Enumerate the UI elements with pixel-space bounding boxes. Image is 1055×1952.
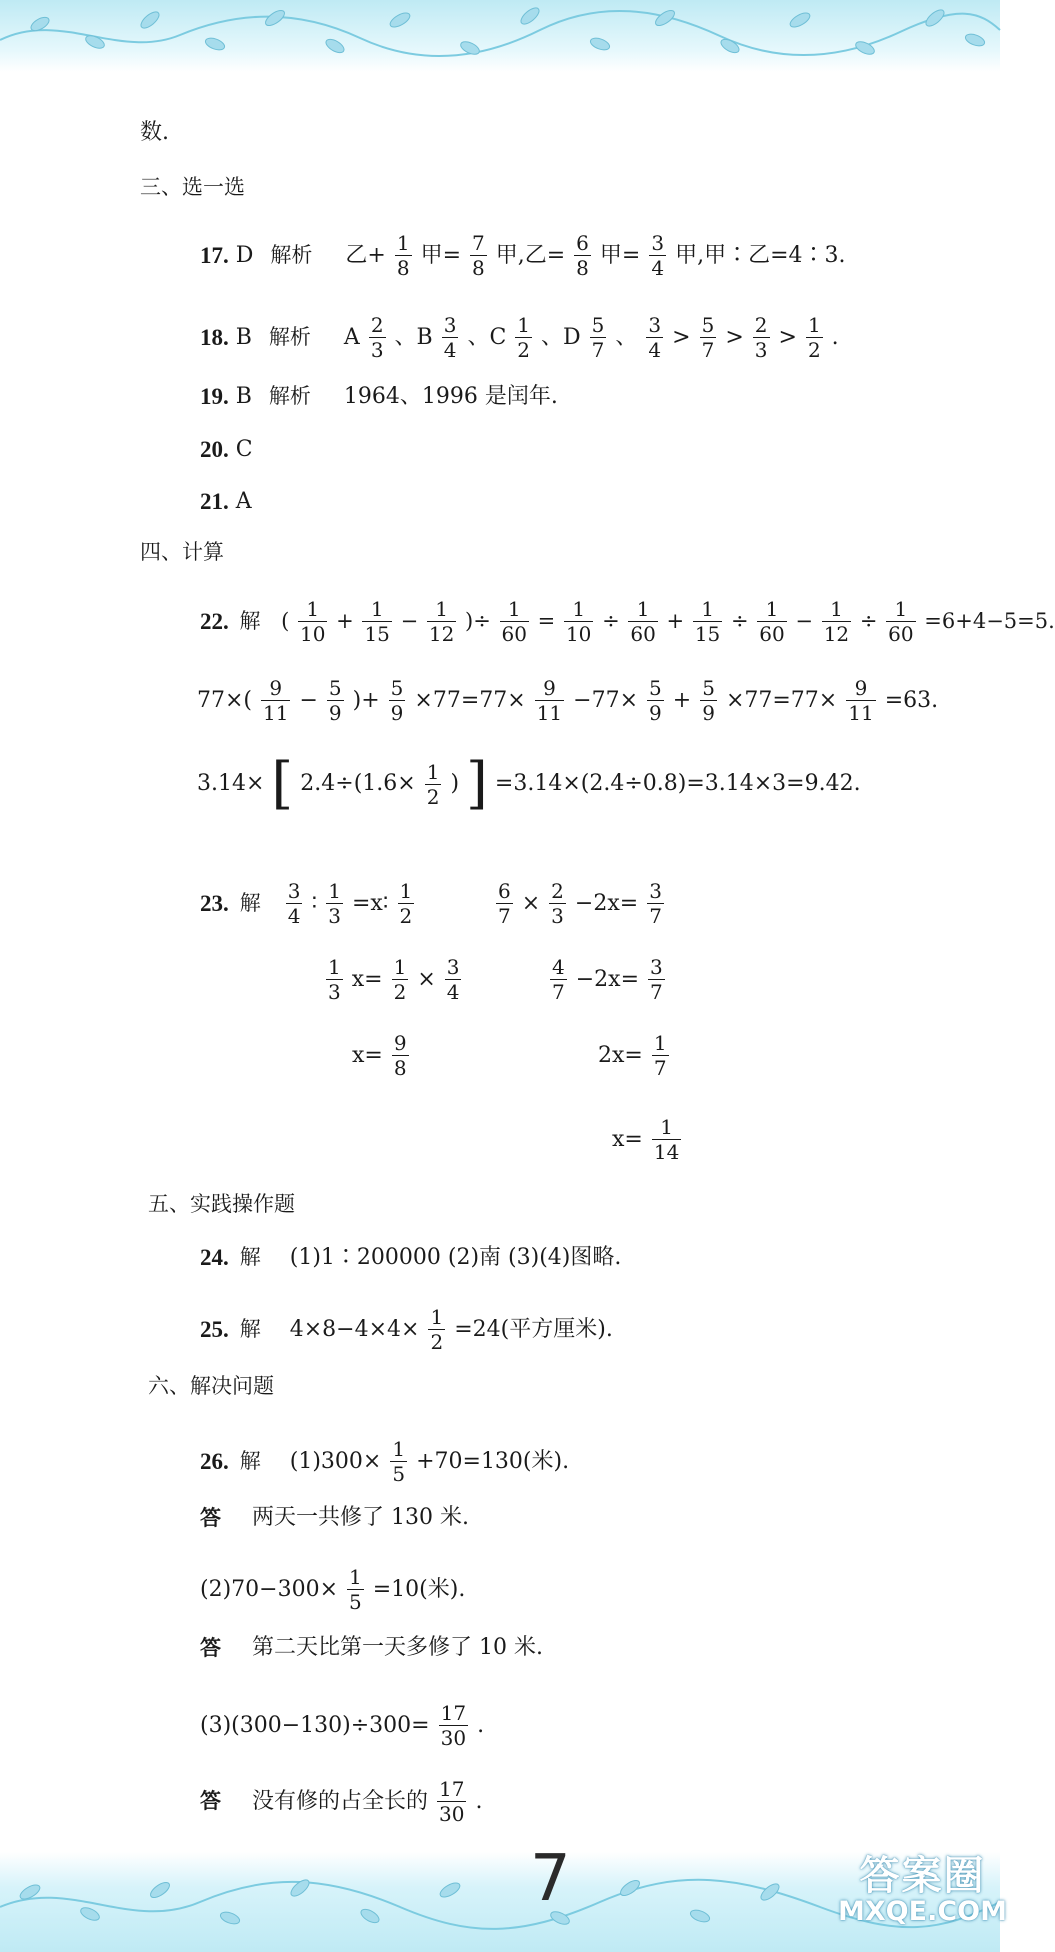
fraction: $\frac{5}{9}$ — [702, 676, 715, 725]
continuation-line: 数. — [140, 120, 169, 145]
expr-text: 甲= — [420, 242, 461, 268]
expr-text: − — [795, 609, 814, 633]
fraction: $\frac{9}{8}$ — [393, 1031, 407, 1080]
left-bracket: [ — [271, 751, 294, 816]
fraction: $\frac{2}{3}$ — [551, 879, 564, 928]
expr-text: 3.14× — [197, 771, 265, 796]
answer-choice: C — [235, 436, 253, 462]
question-26-answer-2 — [200, 1637, 543, 1659]
fraction: $\frac{1}{8}$ — [396, 231, 410, 280]
question-number: 17. — [200, 243, 229, 268]
expr-text: > — [672, 324, 691, 350]
analysis-text: 1964、1996 是闰年. — [343, 383, 558, 409]
solution-label: 解 — [239, 609, 261, 633]
answer-choice: A — [235, 488, 252, 514]
answer-text: (1)1∶200000 (2)南 (3)(4)图略. — [289, 1244, 622, 1270]
question-26 — [200, 1438, 569, 1485]
expr-text: (2)70−300× — [200, 1576, 339, 1602]
expr-text: =63. — [884, 687, 939, 713]
answer-choice: B — [235, 324, 252, 350]
question-26-part-2 — [200, 1566, 465, 1613]
expr-text: 、B — [394, 324, 433, 350]
fraction: $\frac{1}{2}$ — [430, 1305, 444, 1354]
question-number: 21. — [200, 489, 229, 514]
question-number: 25. — [200, 1317, 229, 1342]
fraction: $\frac{3}{7}$ — [650, 955, 663, 1004]
fraction: $\frac{6}{7}$ — [498, 879, 511, 928]
expr-text: (3)(300−130)÷300= — [200, 1712, 430, 1738]
expr-text: 、 — [615, 324, 638, 350]
question-23-row-4-right — [612, 1116, 683, 1163]
expr-text: =10(米). — [372, 1576, 466, 1602]
fraction: $\frac{1}{3}$ — [328, 879, 341, 928]
analysis-label: 解析 — [268, 384, 311, 408]
question-23-row-2-left — [324, 956, 463, 1003]
expr-text: )÷ — [465, 609, 491, 633]
fraction: $\frac{2}{3}$ — [754, 313, 768, 362]
expr-text: + — [336, 609, 354, 633]
fraction: $\frac{1}{3}$ — [328, 955, 341, 1004]
question-19 — [200, 385, 558, 408]
fraction: $\frac{5}{9}$ — [328, 676, 342, 725]
expr-text: 2.4÷(1.6× — [300, 771, 416, 796]
expr-text: ×77=77× — [414, 687, 526, 713]
question-22-part-2 — [197, 677, 938, 724]
expr-text: A — [343, 324, 360, 350]
fraction: $\frac{3}{4}$ — [287, 879, 301, 928]
expr-text: 甲,甲∶乙=4∶3. — [675, 242, 846, 268]
fraction: $\frac{1}{60}$ — [501, 597, 527, 646]
question-number: 19. — [200, 384, 229, 409]
expr-text: x= — [352, 1042, 383, 1068]
fraction: $\frac{1}{2}$ — [426, 759, 440, 809]
expr-text: −2x= — [574, 890, 639, 916]
fraction: $\frac{1}{2}$ — [517, 313, 531, 362]
question-23-row-1-left — [200, 880, 416, 927]
fraction: $\frac{1}{7}$ — [653, 1031, 667, 1080]
question-23-row-2-right — [548, 956, 667, 1003]
question-23-row-3-left — [352, 1032, 411, 1079]
expr-text: 甲= — [599, 242, 641, 268]
expr-text: = — [537, 609, 556, 633]
expr-text: −77× — [573, 687, 639, 713]
expr-text: × — [521, 890, 541, 916]
expr-text: > — [725, 324, 744, 350]
watermark-logo — [838, 1853, 1007, 1927]
fraction: $\frac{7}{8}$ — [472, 231, 485, 280]
fraction: $\frac{3}{4}$ — [443, 313, 457, 362]
answer-label: 答 — [200, 1505, 221, 1530]
analysis-label: 解析 — [268, 325, 311, 349]
expr-text: =6+4−5=5. — [924, 609, 1055, 633]
fraction: $\frac{1}{2}$ — [807, 313, 821, 362]
fraction: $\frac{5}{7}$ — [591, 313, 605, 362]
expr-text: 、D — [541, 324, 581, 350]
fraction: $\frac{1}{5}$ — [349, 1565, 362, 1614]
fraction: $\frac{5}{9}$ — [390, 676, 404, 725]
fraction: $\frac{1}{15}$ — [364, 597, 390, 646]
fraction: $\frac{1}{60}$ — [630, 597, 656, 646]
question-26-part-3 — [200, 1702, 484, 1749]
expr-text: 77×( — [197, 687, 253, 713]
section-heading-3: 三、选一选 — [140, 175, 245, 199]
right-bracket: ] — [466, 751, 488, 816]
expr-text: =3.14×(2.4÷0.8)=3.14×3=9.42. — [494, 771, 861, 796]
watermark-top-text: 答案圈 — [859, 1853, 986, 1899]
question-number: 26. — [200, 1449, 229, 1474]
expr-text: 4×8−4×4× — [289, 1316, 420, 1342]
answer-text: 两天一共修了 130 米. — [252, 1505, 469, 1530]
fraction: $\frac{5}{7}$ — [701, 313, 715, 362]
analysis-label: 解析 — [270, 243, 313, 267]
expr-text: +70=130(米). — [416, 1448, 570, 1474]
question-23-row-1-right — [494, 880, 666, 927]
expr-text: x= — [612, 1126, 643, 1152]
top-decorative-border — [0, 0, 1000, 72]
expr-text: =x∶ — [351, 890, 389, 916]
section-heading-6: 六、解决问题 — [148, 1374, 274, 1398]
question-number: 23. — [200, 891, 229, 916]
fraction: $\frac{9}{11}$ — [848, 676, 874, 725]
expr-text: . — [831, 324, 839, 350]
answer-text: 没有修的占全长的 — [252, 1788, 429, 1814]
section-heading-4: 四、计算 — [140, 540, 224, 564]
watermark-bottom-text: MXQE.COM — [838, 1896, 1007, 1927]
fraction: $\frac{1}{60}$ — [888, 597, 914, 646]
expr-text: )+ — [352, 687, 380, 713]
fraction: $\frac{2}{3}$ — [370, 313, 384, 362]
fraction: $\frac{1}{10}$ — [300, 597, 326, 646]
fraction: $\frac{5}{9}$ — [649, 676, 662, 725]
expr-text: ) — [450, 771, 460, 796]
answer-choice: D — [235, 242, 254, 268]
expr-text: ×77=77× — [725, 687, 838, 713]
expr-text: − — [400, 609, 419, 633]
fraction: $\frac{17}{30}$ — [439, 1777, 465, 1826]
expr-text: × — [417, 966, 436, 992]
expr-text: − — [299, 687, 318, 713]
page-number: 7 — [530, 1842, 571, 1916]
fraction: $\frac{4}{7}$ — [552, 955, 565, 1004]
fraction: $\frac{1}{60}$ — [759, 597, 785, 646]
expr-text: . — [477, 1712, 485, 1738]
solution-label: 解 — [239, 1245, 261, 1269]
expr-text: =24(平方厘米). — [454, 1316, 613, 1342]
expr-text: 、C — [467, 324, 507, 350]
question-number: 20. — [200, 437, 229, 462]
expr-text: + — [666, 609, 685, 633]
expr-text: ( — [281, 609, 290, 633]
fraction: $\frac{17}{30}$ — [440, 1701, 467, 1750]
expr-text: (1)300× — [289, 1448, 382, 1474]
question-17 — [200, 232, 846, 279]
question-25 — [200, 1306, 613, 1353]
question-21 — [200, 490, 252, 513]
fraction: $\frac{1}{5}$ — [392, 1437, 406, 1486]
question-24 — [200, 1246, 621, 1269]
expr-text: ÷ — [859, 609, 878, 633]
expr-text: . — [475, 1788, 483, 1814]
question-20 — [200, 438, 253, 461]
question-26-answer-3 — [200, 1778, 482, 1825]
expr-text: 乙+ — [345, 242, 386, 268]
question-number: 22. — [200, 609, 229, 634]
expr-text: −2x= — [575, 966, 640, 992]
fraction: $\frac{9}{11}$ — [263, 676, 289, 725]
fraction: $\frac{6}{8}$ — [576, 231, 589, 280]
expr-text: 2x= — [598, 1042, 643, 1068]
question-23-row-3-right — [598, 1032, 671, 1079]
fraction: $\frac{9}{11}$ — [536, 676, 563, 725]
solution-label: 解 — [239, 1449, 261, 1473]
expr-text: ÷ — [602, 609, 620, 633]
fraction: $\frac{1}{2}$ — [393, 955, 407, 1004]
solution-label: 解 — [239, 1317, 261, 1341]
fraction: $\frac{1}{10}$ — [565, 597, 592, 646]
fraction: $\frac{3}{4}$ — [446, 955, 460, 1004]
question-26-answer-1 — [200, 1507, 469, 1529]
question-number: 18. — [200, 325, 229, 350]
expr-text: + — [672, 687, 692, 713]
question-22-part-3 — [197, 751, 861, 816]
fraction: $\frac{1}{14}$ — [653, 1115, 680, 1164]
expr-text: x= — [351, 966, 383, 992]
solution-label: 解 — [239, 891, 261, 915]
section-heading-5: 五、实践操作题 — [148, 1192, 295, 1216]
fraction: $\frac{1}{12}$ — [428, 597, 455, 646]
fraction: $\frac{3}{4}$ — [648, 313, 662, 362]
fraction: $\frac{1}{15}$ — [694, 597, 721, 646]
fraction: $\frac{1}{2}$ — [399, 879, 413, 928]
question-18 — [200, 314, 839, 361]
fraction: $\frac{3}{4}$ — [651, 231, 665, 280]
answer-choice: B — [235, 383, 252, 409]
question-22 — [200, 598, 1055, 645]
expr-text: > — [778, 324, 797, 350]
expr-text: 甲,乙= — [495, 242, 566, 268]
fraction: $\frac{3}{7}$ — [649, 879, 662, 928]
fraction: $\frac{1}{12}$ — [823, 597, 850, 646]
answer-text: 第二天比第一天多修了 10 米. — [252, 1635, 543, 1660]
answer-label: 答 — [200, 1789, 221, 1813]
question-number: 24. — [200, 1245, 229, 1270]
expr-text: ∶ — [311, 890, 318, 916]
answer-label: 答 — [200, 1635, 221, 1660]
expr-text: ÷ — [730, 609, 749, 633]
